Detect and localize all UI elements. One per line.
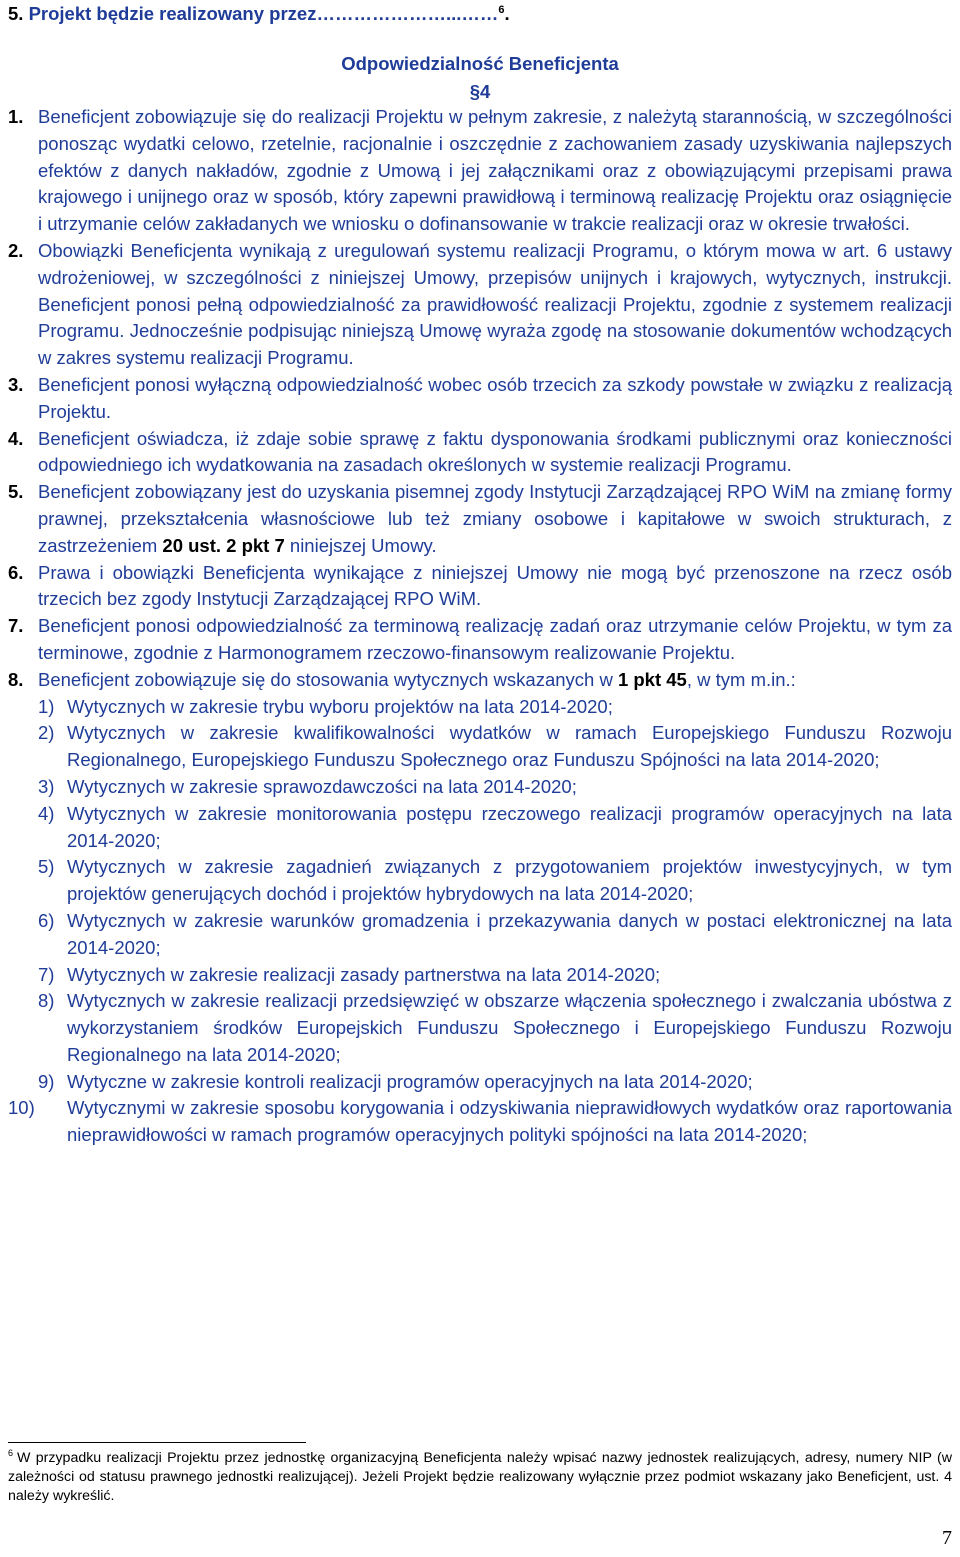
section-title: Odpowiedzialność Beneficjenta xyxy=(341,53,619,74)
paragraph-reference: 1 pkt 45 xyxy=(617,668,687,690)
list-item-number: 8) xyxy=(38,990,55,1012)
list-item xyxy=(8,801,952,855)
footnote-reference: 6 xyxy=(498,3,505,16)
list-item xyxy=(8,854,952,908)
list-item-number: 5) xyxy=(38,856,55,878)
list-item-text: Wytycznych w zakresie trybu wyboru projektów na lata 2014-2020; xyxy=(67,695,613,717)
point-text: Beneficjent zobowiązuje się do stosowania wytycznych wskazanych w xyxy=(38,668,618,690)
point-text-end: niniejszej Umowy. xyxy=(284,534,437,556)
guidelines-list xyxy=(8,694,952,1150)
page-number: 7 xyxy=(942,1527,952,1549)
point-number: 7. xyxy=(8,615,24,637)
list-item xyxy=(8,908,952,962)
point-text: Obowiązki Beneficjenta wynikają z uregulowań systemu realizacji Programu, o którym mowa w art. 6 ustawy wdrożeniowej, w szczególności z niniejszej Umowy, przepisów unijnych i krajowych, wytycznych, instrukcji. Beneficjent ponosi pełną odpowiedzialność za prawidłowość realizacji Projektu, zgodnie z systemem realizacji Programu. Jednocześnie podpisując niniejszą Umowę wyraża zgodę na stosowanie dokumentów wchodzących w zakres systemu realizacji Programu. xyxy=(38,239,952,369)
point-number: 8. xyxy=(8,668,24,690)
point-number: 3. xyxy=(8,373,24,395)
section-number: §4 xyxy=(469,81,491,102)
list-item-number: 3) xyxy=(38,775,55,797)
list-item-number: 10) xyxy=(8,1097,35,1119)
point-8 xyxy=(8,667,952,694)
list-item-number: 1) xyxy=(38,695,55,717)
list-item-number: 7) xyxy=(38,963,55,985)
list-item xyxy=(8,720,952,774)
list-item xyxy=(8,694,952,721)
item-5-text: Projekt będzie realizowany przez…………………...…… xyxy=(28,3,499,24)
point-text: Beneficjent oświadcza, iż zdaje sobie sprawę z faktu dysponowania środkami publicznymi oraz konieczności odpowiedniego ich wydatkowania na zasadach określonych w systemie realizacji Programu. xyxy=(38,427,952,476)
point-text: Beneficjent ponosi odpowiedzialność za terminową realizację zadań oraz utrzymanie celów Projektu, w tym za terminowe, zgodnie z Harmonogramem rzeczowo-finansowym realizowanie Projektu. xyxy=(38,615,952,663)
list-item xyxy=(8,1069,952,1096)
point-text-end: , w tym m.in.: xyxy=(686,668,796,690)
point-text: Beneficjent zobowiązany jest do uzyskania pisemnej zgody Instytucji Zarządzającej RPO WiM na zmianę formy prawnej, przekształcenia własnościowe lub też zmiany osobowe i kapitałowe w swoich strukturach, z zastrzeżeniem xyxy=(38,481,952,556)
list-item-text: Wytycznymi w zakresie sposobu korygowania i odzyskiwania nieprawidłowych wydatków oraz raportowania nieprawidłowości w ramach programów operacyjnych polityki spójności na lata 2014-2020; xyxy=(67,1097,952,1146)
point-4 xyxy=(8,426,952,480)
list-item xyxy=(8,962,952,989)
point-6 xyxy=(8,560,952,614)
item-5-end: . xyxy=(504,3,510,24)
point-3 xyxy=(8,372,952,426)
list-item-text: Wytycznych w zakresie sprawozdawczości na lata 2014-2020; xyxy=(67,775,577,797)
point-7 xyxy=(8,613,952,667)
item-number: 5. xyxy=(8,3,24,24)
point-1 xyxy=(8,104,952,238)
footnote-text: W przypadku realizacji Projektu przez jednostkę organizacyjną Beneficjenta należy wpisać nazwy jednostek realizujących, adresy, numery NIP (w zależności od statusu prawnego jednostki realizującej). Jeżeli Projekt będzie realizowany wyłącznie przez podmiot wskazany jako Beneficjent, ust. 4 należy wykreślić. xyxy=(8,1450,952,1504)
point-number: 4. xyxy=(8,427,24,449)
item-5-line xyxy=(8,1,952,28)
footnote xyxy=(8,1449,952,1506)
list-item-number: 2) xyxy=(38,722,55,744)
list-item xyxy=(8,1095,952,1149)
point-2 xyxy=(8,238,952,372)
list-item-text: Wytycznych w zakresie realizacji przedsięwzięć w obszarze włączenia społecznego i zwalczania ubóstwa z wykorzystaniem środków Europejskich Funduszu Społecznego i Europejskiego Funduszu Rozwoju Regionalnego na lata 2014-2020; xyxy=(67,990,952,1065)
list-item-text: Wytycznych w zakresie zagadnień związanych z przygotowaniem projektów inwestycyjnych, w tym projektów generujących dochód i projektów hybrydowych na lata 2014-2020; xyxy=(67,856,952,905)
point-5 xyxy=(8,479,952,559)
point-text: Beneficjent zobowiązuje się do realizacji Projektu w pełnym zakresie, z należytą starannością, w szczególności ponosząc wydatki celowo, rzetelnie, racjonalnie i oszczędnie z zachowaniem zasady uzyskiwania najlepszych efektów z danych nakładów, zgodnie z Umową i jej załącznikami oraz z obowiązującymi przepisami prawa krajowego i unijnego oraz w sposób, który zapewni prawidłową i terminową realizację Projektu oraz osiągnięcie i utrzymanie celów zakładanych we wniosku o dofinansowanie w trakcie realizacji oraz w okresie trwałości. xyxy=(38,106,952,235)
paragraph-reference: 20 ust. 2 pkt 7 xyxy=(162,534,285,556)
list-item xyxy=(8,988,952,1068)
list-item-text: Wytyczne w zakresie kontroli realizacji programów operacyjnych na lata 2014-2020; xyxy=(67,1070,753,1092)
list-item-text: Wytycznych w zakresie monitorowania postępu rzeczowego realizacji programów operacyjnych na lata 2014-2020; xyxy=(67,802,952,851)
list-item-text: Wytycznych w zakresie warunków gromadzenia i przekazywania danych w postaci elektronicznej na lata 2014-2020; xyxy=(67,909,952,958)
list-item-text: Wytycznych w zakresie kwalifikowalności wydatków w ramach Europejskiego Funduszu Rozwoju Regionalnego, Europejskiego Funduszu Społecznego oraz Funduszu Spójności na lata 2014-2020; xyxy=(67,722,952,771)
point-text: Beneficjent ponosi wyłączną odpowiedzialność wobec osób trzecich za szkody powstałe w związku z realizacją Projektu. xyxy=(38,373,952,422)
point-number: 2. xyxy=(8,239,24,261)
list-item-number: 9) xyxy=(38,1070,55,1092)
point-text: Prawa i obowiązki Beneficjenta wynikające z niniejszej Umowy nie mogą być przenoszone na rzecz osób trzecich bez zgody Instytucji Zarządzającej RPO WiM. xyxy=(38,561,952,610)
point-number: 5. xyxy=(8,481,24,503)
list-item-number: 6) xyxy=(38,909,55,931)
point-number: 6. xyxy=(8,561,24,583)
footnote-number: 6 xyxy=(8,1448,14,1459)
footnote-separator xyxy=(8,1442,306,1443)
list-item-number: 4) xyxy=(38,802,55,824)
list-item xyxy=(8,774,952,801)
list-item-text: Wytycznych w zakresie realizacji zasady partnerstwa na lata 2014-2020; xyxy=(67,963,661,985)
section-body xyxy=(8,104,952,1149)
section-heading xyxy=(8,50,952,106)
point-number: 1. xyxy=(8,106,24,127)
